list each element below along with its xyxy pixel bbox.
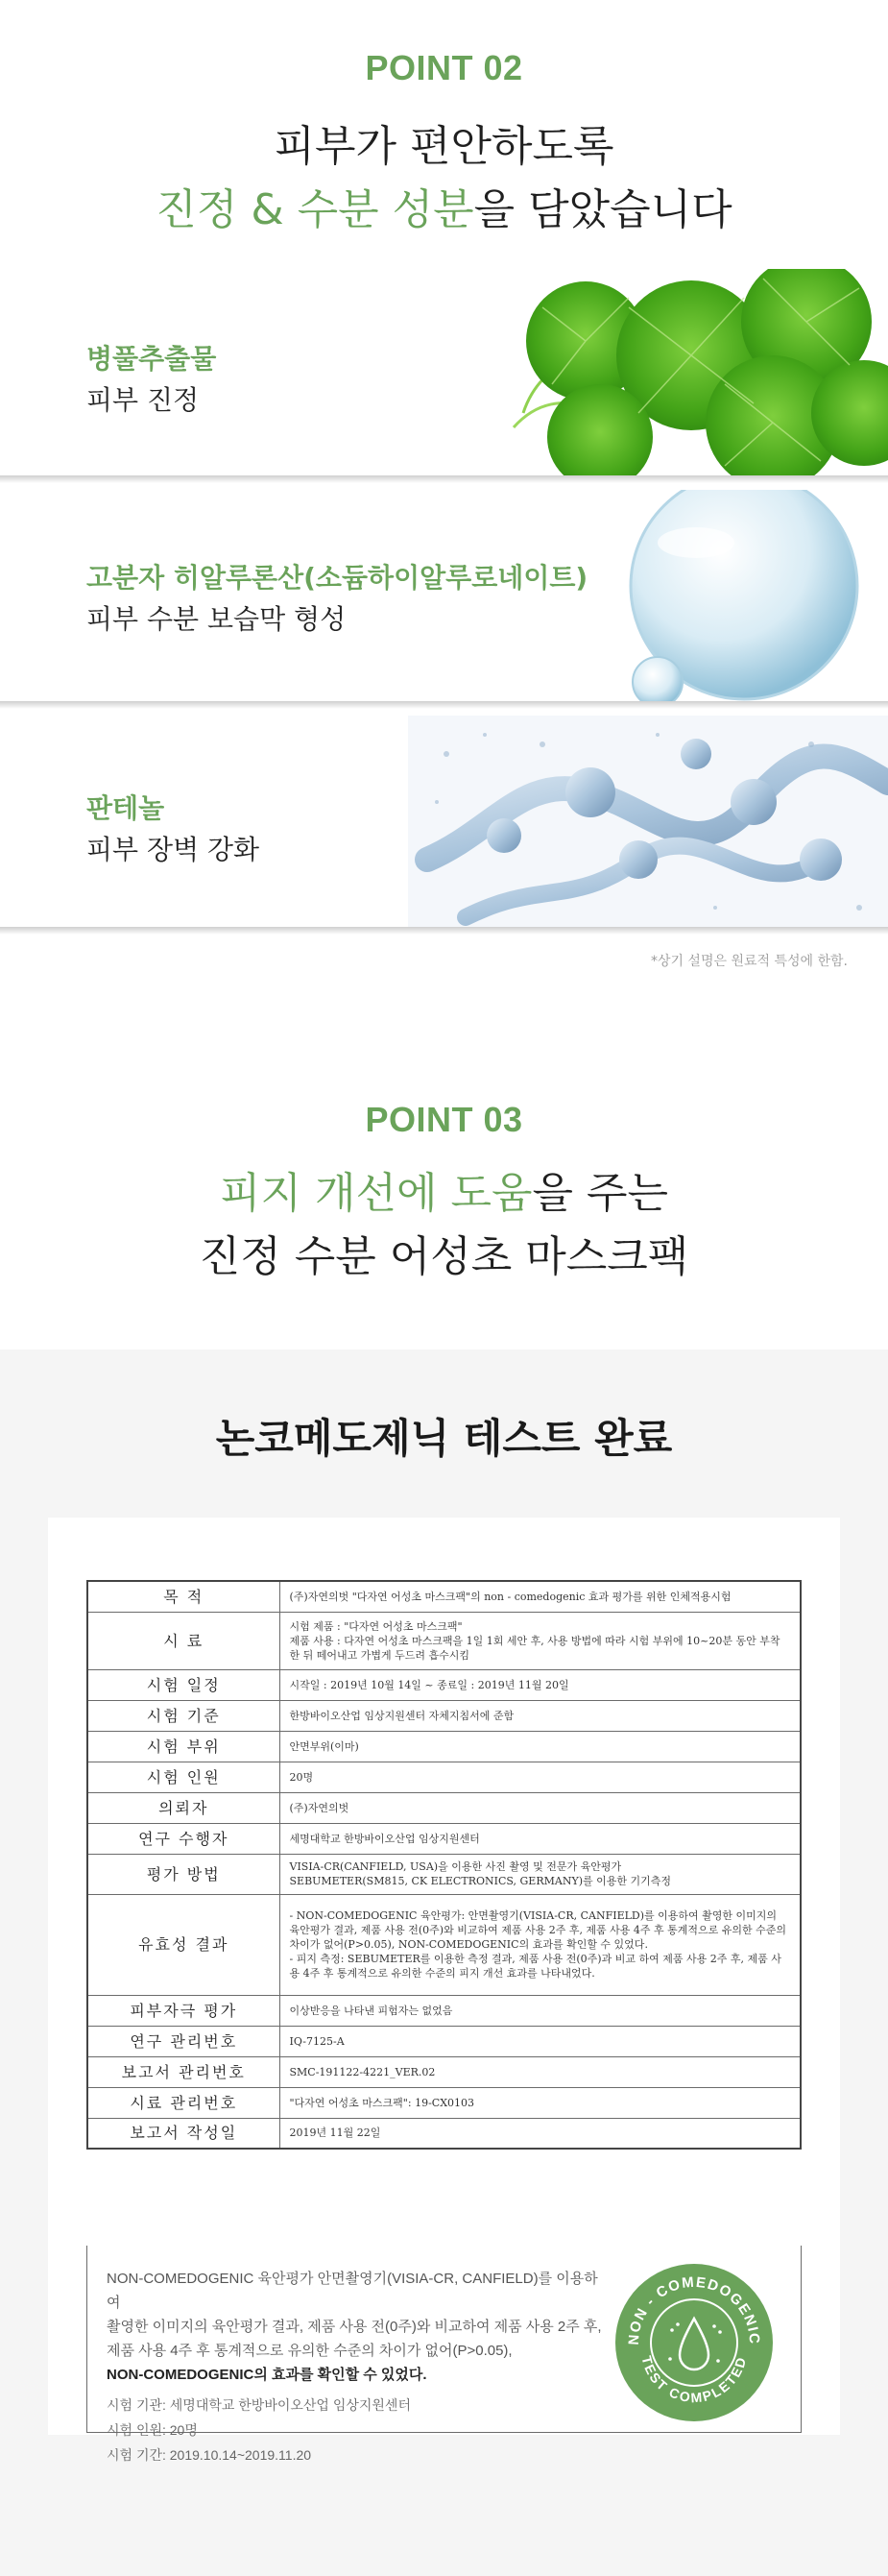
water-bubble-image bbox=[542, 490, 888, 701]
table-row bbox=[87, 1581, 801, 1612]
summary-line: 촬영한 이미지의 육안평가 결과, 제품 사용 전(0주)와 비교하여 제품 사용 2주 후, bbox=[107, 2319, 602, 2335]
test-heading: 논코메도제닉 테스트 완료 bbox=[215, 1415, 673, 1462]
row-key: 시험 부위 bbox=[87, 1731, 279, 1762]
point02-label: POINT 02 bbox=[365, 48, 523, 87]
row-key: 보고서 관리번호 bbox=[87, 2056, 279, 2087]
row-key: 의뢰자 bbox=[87, 1792, 279, 1823]
row-key: 평가 방법 bbox=[87, 1854, 279, 1894]
point02-title-line1: 피부가 편안하도록 bbox=[274, 122, 614, 171]
point03-title-line2: 진정 수분 어성초 마스크팩 bbox=[199, 1232, 689, 1281]
row-value: (주)자연의벗 "다자연 어성초 마스크팩"의 non - comedogenic 효과 평가를 위한 인체적용시험 bbox=[279, 1581, 801, 1612]
row-value: 2019년 11월 22일 bbox=[279, 2118, 801, 2149]
table-row bbox=[87, 1762, 801, 1792]
row-value: SMC-191122-4221_VER.02 bbox=[279, 2056, 801, 2087]
summary-conclusion: NON-COMEDOGENIC의 효과를 확인할 수 있었다. bbox=[107, 2367, 427, 2383]
table-row bbox=[87, 1669, 801, 1700]
ingredient-card-centella bbox=[0, 269, 888, 475]
badge-bottom-text: TEST COMPLETED bbox=[638, 2354, 750, 2406]
row-key: 시료 관리번호 bbox=[87, 2087, 279, 2118]
row-value: "다자연 어성초 마스크팩": 19-CX0103 bbox=[279, 2087, 801, 2118]
card-shadow bbox=[0, 475, 888, 483]
row-value: IQ-7125-A bbox=[279, 2026, 801, 2056]
row-value: 한방바이오산업 임상지원센터 자체지침서에 준함 bbox=[279, 1700, 801, 1731]
row-key: 피부자극 평가 bbox=[87, 1995, 279, 2026]
row-key: 유효성 결과 bbox=[87, 1894, 279, 1995]
ingredient-desc: 피부 장벽 강화 bbox=[86, 834, 260, 865]
table-row bbox=[87, 1894, 801, 1995]
row-value: 세명대학교 한방바이오산업 임상지원센터 bbox=[279, 1823, 801, 1854]
point02-title bbox=[0, 115, 888, 242]
summary-line: 제품 사용 4주 후 통계적으로 유의한 수준의 차이가 없어(P>0.05), bbox=[107, 2343, 513, 2359]
row-value: (주)자연의벗 bbox=[279, 1792, 801, 1823]
table-row bbox=[87, 1792, 801, 1823]
row-value: 시작일 : 2019년 10월 14일 ~ 종료일 : 2019년 11월 20일 bbox=[279, 1669, 801, 1700]
non-comedogenic-badge-icon bbox=[614, 2263, 774, 2422]
point02-title-highlight: 진정 & 수분 성분 bbox=[156, 185, 474, 234]
row-key: 시험 인원 bbox=[87, 1762, 279, 1792]
ingredient-card-panthenol bbox=[0, 716, 888, 927]
summary-line: NON-COMEDOGENIC 육안평가 안면촬영기(VISIA-CR, CANFIELD)를 이용하여 bbox=[107, 2271, 598, 2311]
row-key: 보고서 작성일 bbox=[87, 2118, 279, 2149]
badge-top-text: NON - COMEDOGENIC bbox=[625, 2273, 763, 2345]
test-summary bbox=[86, 2246, 802, 2463]
table-row bbox=[87, 1612, 801, 1669]
ingredient-name: 고분자 히알루론산(소듐하이알루로네이트) bbox=[86, 562, 588, 594]
test-report-table bbox=[86, 1580, 802, 2150]
table-row bbox=[87, 1854, 801, 1894]
meta-period: 시험 기간: 2019.10.14~2019.11.20 bbox=[107, 2447, 312, 2463]
point03-title-line1 bbox=[0, 1162, 888, 1226]
ingredient-card-hyaluronic bbox=[0, 490, 888, 701]
meta-people: 시험 인원: 20명 bbox=[107, 2422, 198, 2438]
meta-org: 시험 기관: 세명대학교 한방바이오산업 임상지원센터 bbox=[107, 2397, 411, 2413]
test-report-card bbox=[48, 1518, 840, 2463]
point03-title-rest: 을 주는 bbox=[532, 1169, 668, 1218]
ingredient-name: 판테놀 bbox=[86, 792, 165, 824]
row-key: 연구 수행자 bbox=[87, 1823, 279, 1854]
row-value: 시험 제품 : "다자연 어성초 마스크팩" 제품 사용 : 다자연 어성초 마스크팩을 1일 1회 세안 후, 사용 방법에 따라 시험 부위에 10~20분 동안 부착한 뒤 떼어내고 가볍게 두드려 흡수시킴 bbox=[279, 1612, 801, 1669]
non-comedogenic-test-section bbox=[0, 1349, 888, 2576]
row-key: 시 료 bbox=[87, 1612, 279, 1669]
table-row bbox=[87, 1700, 801, 1731]
point03-title bbox=[0, 1162, 888, 1289]
molecule-splash-image bbox=[408, 716, 888, 927]
row-key: 시험 기준 bbox=[87, 1700, 279, 1731]
table-row bbox=[87, 1823, 801, 1854]
table-row bbox=[87, 1995, 801, 2026]
ingredient-desc: 피부 진정 bbox=[86, 384, 200, 416]
point03-label: POINT 03 bbox=[365, 1100, 523, 1139]
point02-section bbox=[0, 0, 888, 989]
ingredient-name: 병풀추출물 bbox=[86, 343, 217, 375]
centella-leaves-image bbox=[485, 269, 888, 475]
table-row bbox=[87, 2056, 801, 2087]
point02-title-rest: 을 담았습니다 bbox=[473, 185, 732, 234]
row-key: 연구 관리번호 bbox=[87, 2026, 279, 2056]
table-row bbox=[87, 2118, 801, 2149]
table-row bbox=[87, 2087, 801, 2118]
row-value: 이상반응을 나타낸 피험자는 없었음 bbox=[279, 1995, 801, 2026]
row-value: 20명 bbox=[279, 1762, 801, 1792]
ingredient-desc: 피부 수분 보습막 형성 bbox=[86, 603, 347, 635]
card-shadow bbox=[0, 701, 888, 709]
point03-title-highlight: 피지 개선에 도움 bbox=[220, 1169, 533, 1218]
point02-title-line2 bbox=[0, 179, 888, 242]
table-row bbox=[87, 2026, 801, 2056]
card-shadow bbox=[0, 927, 888, 935]
row-value: 안면부위(이마) bbox=[279, 1731, 801, 1762]
row-value: VISIA-CR(CANFIELD, USA)을 이용한 사진 촬영 및 전문가 육안평가 SEBUMETER(SM815, CK ELECTRONICS, GERMANY)를 이용한 기기측정 bbox=[279, 1854, 801, 1894]
ingredient-disclaimer: *상기 설명은 원료적 특성에 한함. bbox=[650, 954, 848, 969]
row-key: 목 적 bbox=[87, 1581, 279, 1612]
row-value: - NON-COMEDOGENIC 육안평가: 안면촬영기(VISIA-CR, CANFIELD)를 이용하여 촬영한 이미지의 육안평가 결과, 제품 사용 전(0주)와 비교하여 제품 사용 2주 후, 제품 사용 4주 후 통계적으로 유의한 수준의 차이가 없어(P>0.05), NON-COMEDOGENIC의 효과를 확인할 수 있었다. - 피지 측정: SEBUMETER를 이용한 측정 결과, 제품 사용 전(0주)과 비교 하여 제품 사용 2주 후, 제품 사용 4주 후 통계적으로 유의한 수준의 피지 개선 효과를 나타내었다. bbox=[279, 1894, 801, 1995]
table-row bbox=[87, 1731, 801, 1762]
row-key: 시험 일정 bbox=[87, 1669, 279, 1700]
